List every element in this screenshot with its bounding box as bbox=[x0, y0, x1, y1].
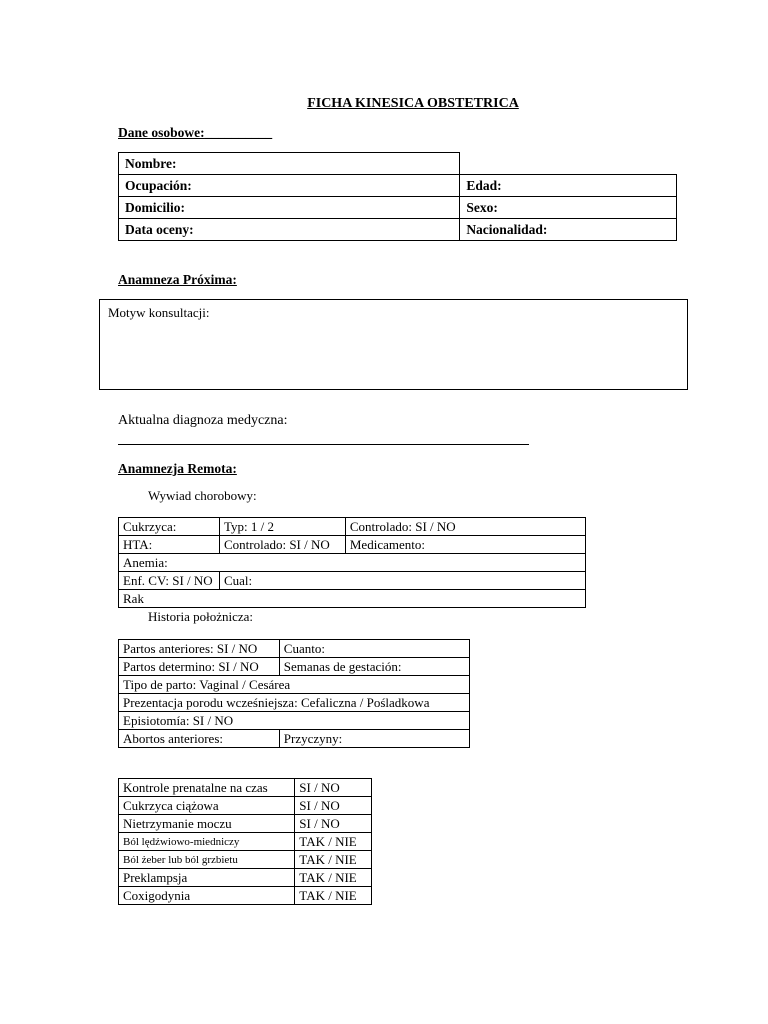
disease-history-table bbox=[118, 517, 586, 608]
table-row bbox=[119, 554, 586, 572]
cell-answer[interactable]: TAK / NIE bbox=[295, 869, 372, 887]
table-row bbox=[119, 572, 586, 590]
diagnosis-label: Aktualna diagnoza medyczna: bbox=[118, 413, 288, 428]
table-row bbox=[119, 712, 470, 730]
table-row bbox=[119, 590, 586, 608]
cell-semanas[interactable]: Semanas de gestación: bbox=[279, 658, 469, 676]
field-ocupacion[interactable]: Ocupación: bbox=[119, 175, 460, 197]
consult-reason-box[interactable] bbox=[99, 299, 688, 390]
cell-enf-cv[interactable]: Enf. CV: SI / NO bbox=[119, 572, 220, 590]
prenatal-table bbox=[118, 778, 372, 905]
table-row bbox=[119, 833, 372, 851]
personal-data-table bbox=[118, 152, 677, 241]
cell-preklampsja: Preklampsja bbox=[119, 869, 295, 887]
table-row bbox=[119, 676, 470, 694]
disease-history-label: Wywiad chorobowy: bbox=[148, 488, 257, 503]
personal-data-heading-underline: __________ bbox=[204, 125, 273, 140]
cell-tipo-parto[interactable]: Tipo de parto: Vaginal / Cesárea bbox=[119, 676, 470, 694]
table-row bbox=[119, 851, 372, 869]
consult-reason-label: Motyw konsultacji: bbox=[108, 305, 210, 320]
table-row bbox=[119, 869, 372, 887]
cell-cukrzyca-ciazowa: Cukrzyca ciążowa bbox=[119, 797, 295, 815]
cell-answer[interactable]: SI / NO bbox=[295, 797, 372, 815]
cell-partos-determino[interactable]: Partos determino: SI / NO bbox=[119, 658, 280, 676]
table-row bbox=[119, 694, 470, 712]
personal-data-heading bbox=[118, 125, 272, 141]
cell-bol-ledzwiowo: Ból lędźwiowo-miedniczy bbox=[119, 833, 295, 851]
field-edad[interactable]: Edad: bbox=[460, 175, 677, 197]
cell-cuanto[interactable]: Cuanto: bbox=[279, 640, 469, 658]
table-row bbox=[119, 730, 470, 748]
field-nacionalidad[interactable]: Nacionalidad: bbox=[460, 219, 677, 241]
cell-episiotomia[interactable]: Episiotomía: SI / NO bbox=[119, 712, 470, 730]
table-row bbox=[119, 197, 677, 219]
obstetric-history-table bbox=[118, 639, 470, 748]
table-row bbox=[119, 797, 372, 815]
cell-controlado[interactable]: Controlado: SI / NO bbox=[345, 518, 585, 536]
cell-answer[interactable]: TAK / NIE bbox=[295, 833, 372, 851]
disease-history-item bbox=[142, 488, 257, 504]
table-row bbox=[119, 175, 677, 197]
table-row bbox=[119, 219, 677, 241]
table-row bbox=[119, 536, 586, 554]
cell-kontrole-prenatalne: Kontrole prenatalne na czas bbox=[119, 779, 295, 797]
cell-hta-controlado[interactable]: Controlado: SI / NO bbox=[219, 536, 345, 554]
cell-abortos[interactable]: Abortos anteriores: bbox=[119, 730, 280, 748]
cell-bol-zeber: Ból żeber lub ból grzbietu bbox=[119, 851, 295, 869]
cell-answer[interactable]: SI / NO bbox=[295, 815, 372, 833]
cell-answer[interactable]: SI / NO bbox=[295, 779, 372, 797]
cell-przyczyny[interactable]: Przyczyny: bbox=[279, 730, 469, 748]
cell-medicamento[interactable]: Medicamento: bbox=[345, 536, 585, 554]
form-title: FICHA KINESICA OBSTETRICA bbox=[307, 96, 519, 111]
table-row bbox=[119, 518, 586, 536]
cell-coxigodynia: Coxigodynia bbox=[119, 887, 295, 905]
anamnesis-proxima-heading: Anamneza Próxima: bbox=[118, 272, 237, 287]
anamnesis-remota-heading: Anamnezja Remota: bbox=[118, 461, 237, 476]
obstetric-history-label: Historia położnicza: bbox=[148, 609, 254, 624]
table-row bbox=[119, 153, 677, 175]
cell-answer[interactable]: TAK / NIE bbox=[295, 887, 372, 905]
field-sexo[interactable]: Sexo: bbox=[460, 197, 677, 219]
table-row bbox=[119, 658, 470, 676]
cell-nietrzymanie-moczu: Nietrzymanie moczu bbox=[119, 815, 295, 833]
cell-partos-anteriores[interactable]: Partos anteriores: SI / NO bbox=[119, 640, 280, 658]
cell-cukrzyca[interactable]: Cukrzyca: bbox=[119, 518, 220, 536]
field-domicilio[interactable]: Domicilio: bbox=[119, 197, 460, 219]
cell-prezentacja[interactable]: Prezentacja porodu wcześniejsza: Cefaliczna / Pośladkowa bbox=[119, 694, 470, 712]
personal-data-heading-text: Dane osobowe: bbox=[118, 125, 205, 140]
cell-answer[interactable]: TAK / NIE bbox=[295, 851, 372, 869]
table-row bbox=[119, 887, 372, 905]
table-row bbox=[119, 779, 372, 797]
field-data-oceny[interactable]: Data oceny: bbox=[119, 219, 460, 241]
table-row bbox=[119, 815, 372, 833]
cell-hta[interactable]: HTA: bbox=[119, 536, 220, 554]
cell-anemia[interactable]: Anemia: bbox=[119, 554, 586, 572]
field-nombre[interactable]: Nombre: bbox=[119, 153, 460, 175]
obstetric-history-item bbox=[142, 609, 253, 625]
table-row bbox=[119, 640, 470, 658]
diagnosis-answer-line[interactable] bbox=[118, 444, 529, 445]
cell-rak[interactable]: Rak bbox=[119, 590, 586, 608]
empty-cell bbox=[460, 153, 677, 175]
cell-typ[interactable]: Typ: 1 / 2 bbox=[219, 518, 345, 536]
cell-cual[interactable]: Cual: bbox=[219, 572, 585, 590]
